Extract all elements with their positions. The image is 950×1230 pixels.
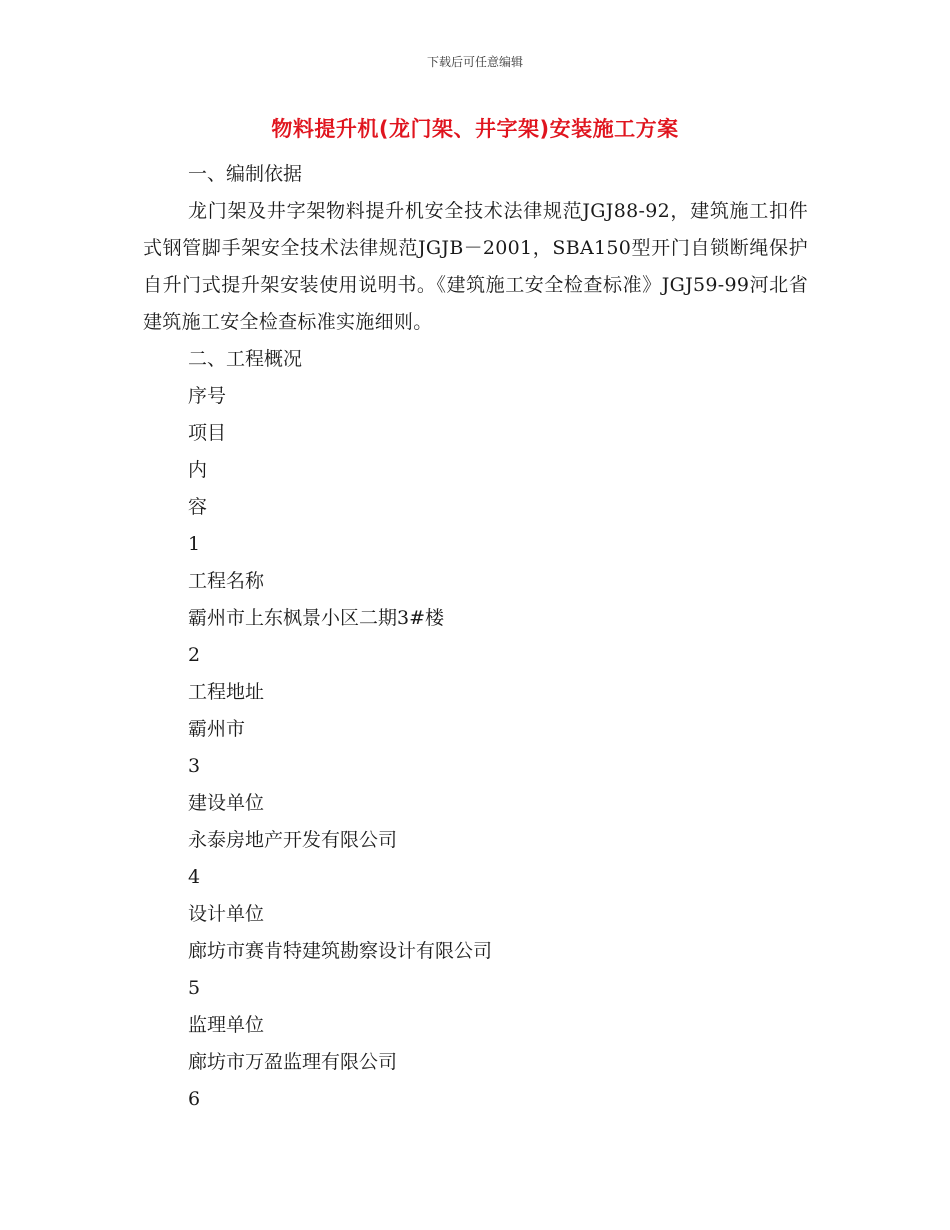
row-item: 设计单位 bbox=[188, 903, 265, 925]
row-content: 永泰房地产开发有限公司 bbox=[188, 829, 398, 851]
row-no: 4 bbox=[188, 866, 201, 888]
row-content: 廊坊市万盈监理有限公司 bbox=[188, 1051, 398, 1073]
row-content: 霸州市 bbox=[188, 718, 246, 740]
row-no: 2 bbox=[188, 644, 201, 666]
section1-paragraph: 龙门架及井字架物料提升机安全技术法律规范JGJ88-92，建筑施工扣件式钢管脚手架安全技术法律规范JGJB－2001，SBA150型开门自锁断绳保护自升门式提升架安装使用说明书。《建筑施工安全检查标准》JGJ59-99河北省建筑施工安全检查标准实施细则。 bbox=[143, 200, 808, 333]
table-header-content-2: 容 bbox=[188, 496, 208, 518]
table-header-item: 项目 bbox=[188, 422, 227, 444]
row-item: 建设单位 bbox=[188, 792, 265, 814]
document-body bbox=[143, 156, 808, 1118]
row-item: 监理单位 bbox=[188, 1014, 265, 1036]
row-item: 工程名称 bbox=[188, 570, 265, 592]
row-no: 6 bbox=[188, 1088, 201, 1110]
row-content: 廊坊市赛肯特建筑勘察设计有限公司 bbox=[188, 940, 493, 962]
page-header-note: 下载后可任意编辑 bbox=[426, 55, 523, 69]
section2-heading: 二、工程概况 bbox=[188, 348, 303, 370]
document-title: 物料提升机(龙门架、井字架)安装施工方案 bbox=[271, 117, 679, 141]
row-content: 霸州市上东枫景小区二期3#楼 bbox=[188, 607, 445, 629]
row-item: 工程地址 bbox=[188, 681, 265, 703]
row-no: 1 bbox=[188, 533, 201, 555]
row-no: 5 bbox=[188, 977, 201, 999]
table-header-content-1: 内 bbox=[188, 459, 208, 481]
table-header-no: 序号 bbox=[188, 385, 227, 407]
row-no: 3 bbox=[188, 755, 201, 777]
section1-heading: 一、编制依据 bbox=[188, 163, 303, 185]
